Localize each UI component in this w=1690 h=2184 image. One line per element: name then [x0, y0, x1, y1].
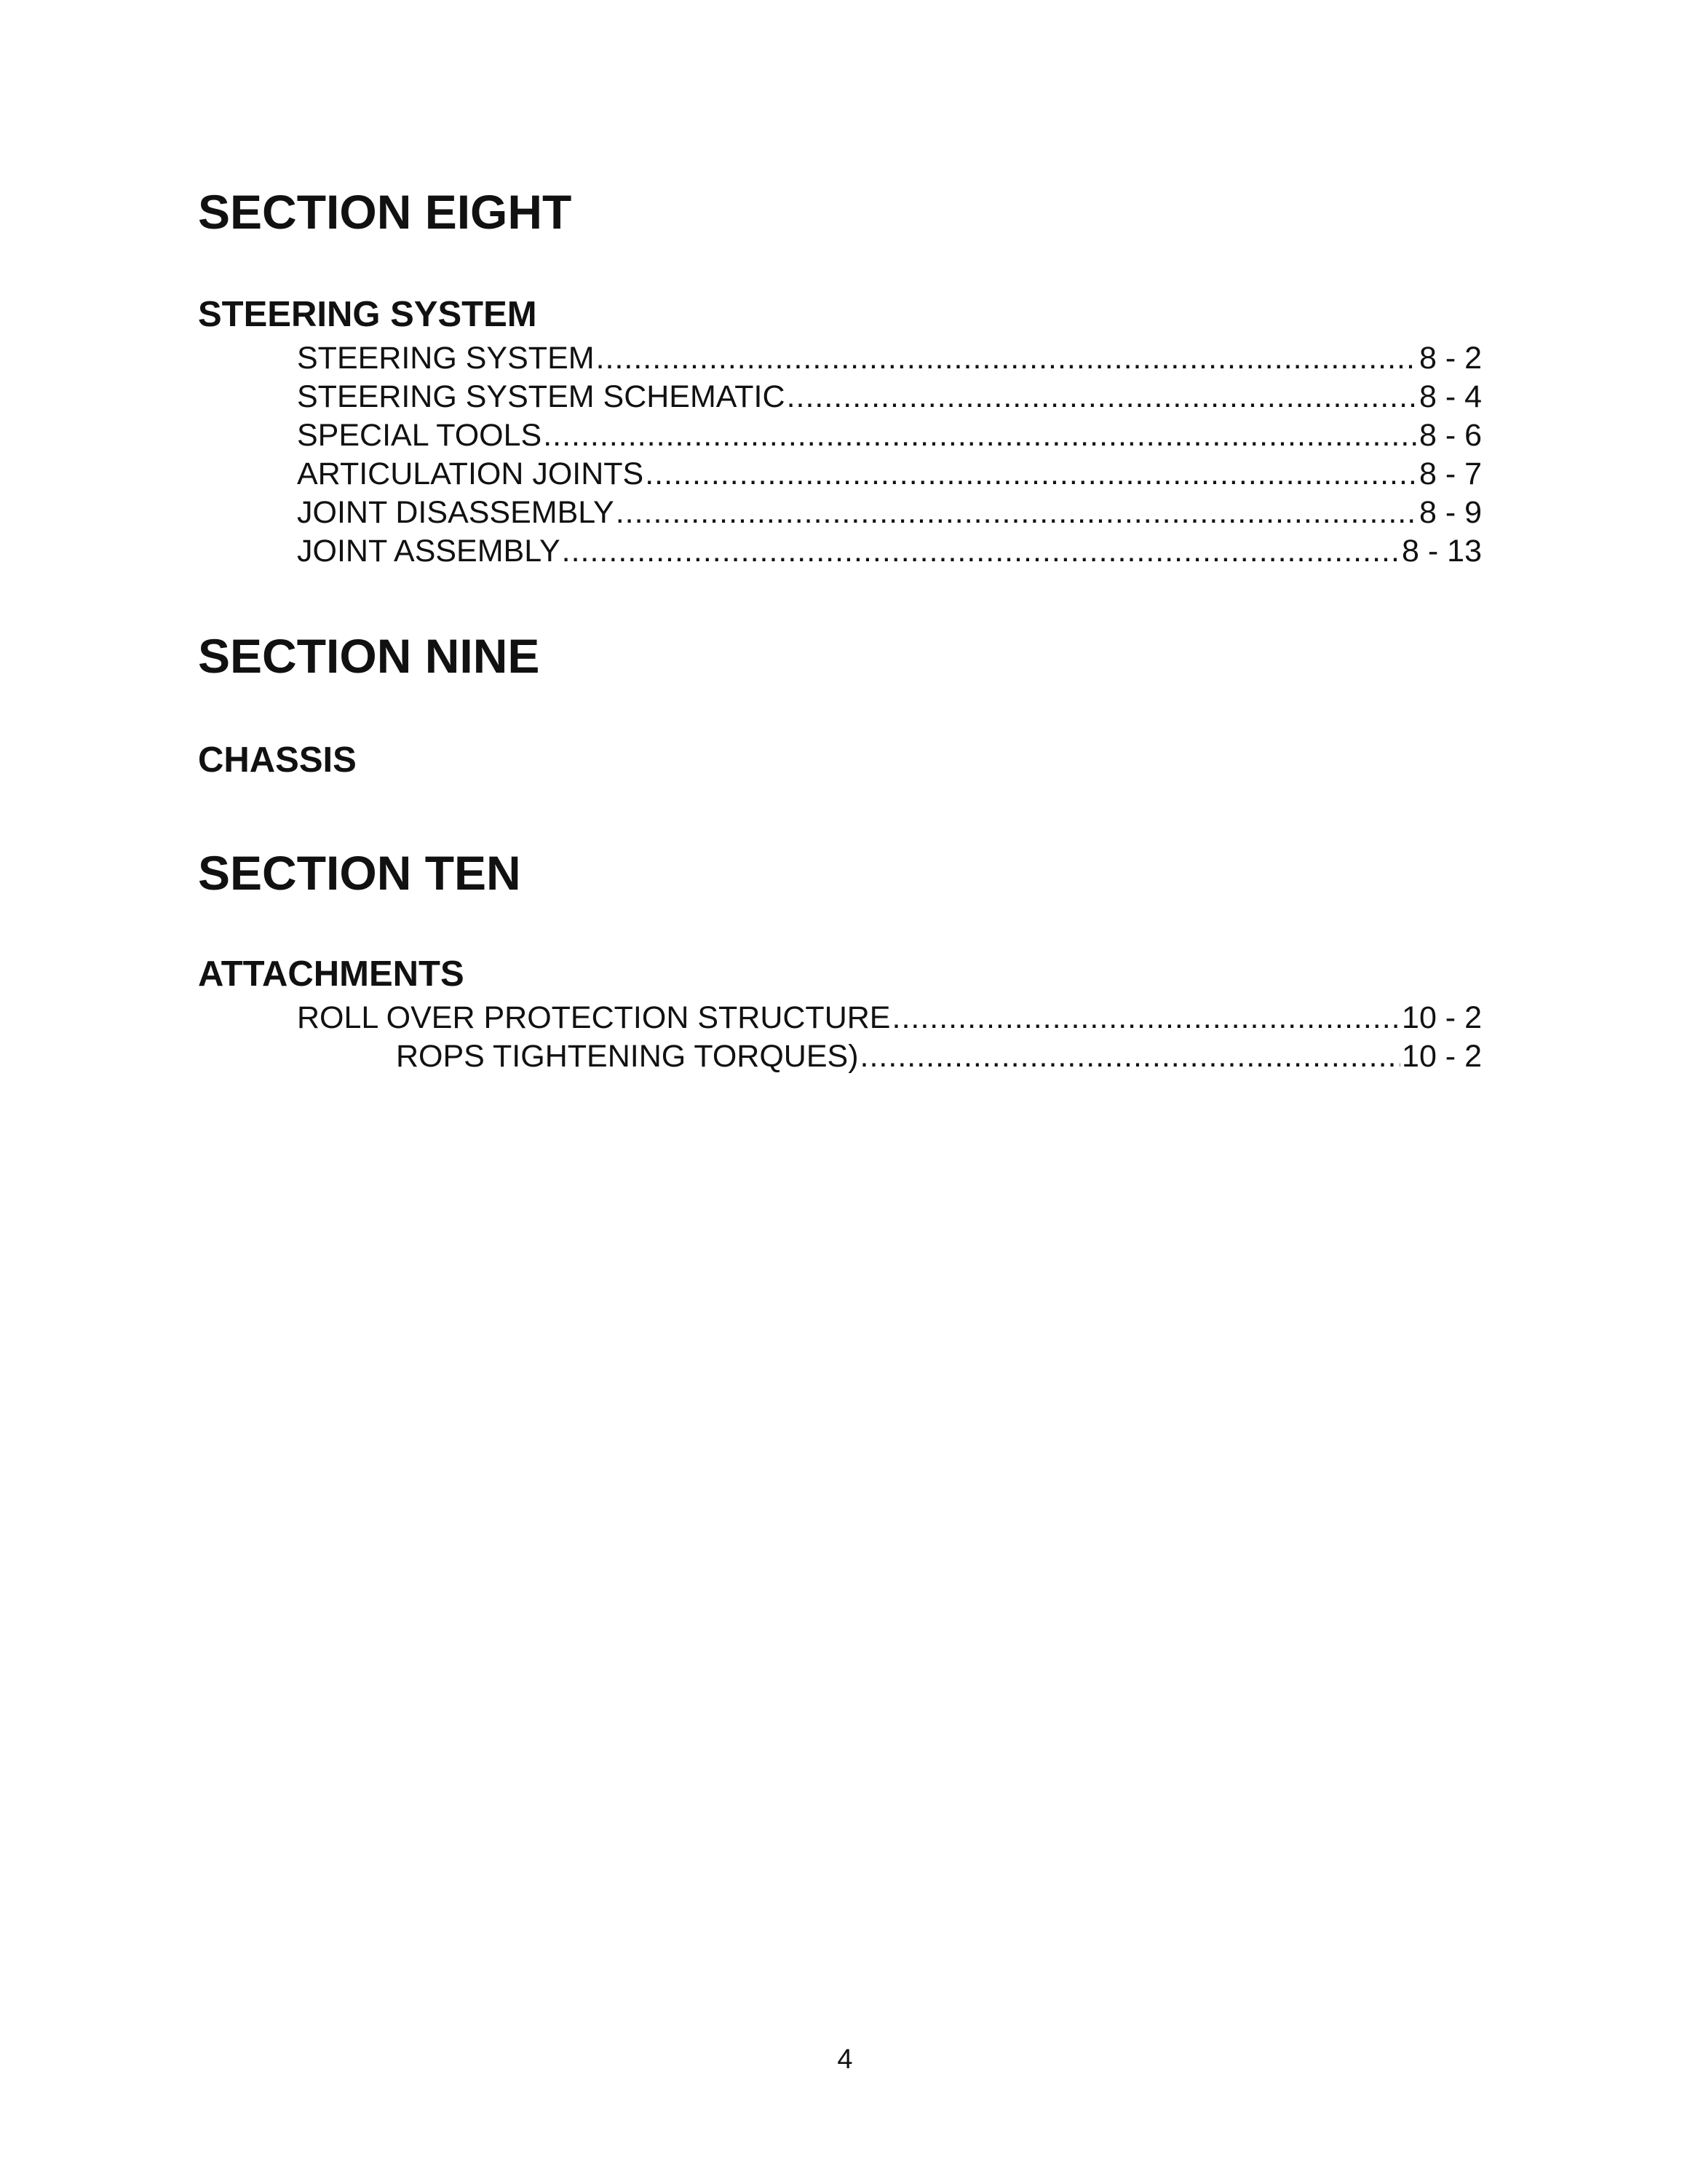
toc-dot-leader	[892, 999, 1401, 1037]
section-eight-title: SECTION EIGHT	[198, 185, 572, 239]
toc-entry-page: 8 - 13	[1402, 534, 1482, 569]
toc-dot-leader	[860, 1037, 1401, 1076]
toc-entry[interactable]	[297, 378, 1482, 416]
toc-entry-label: STEERING SYSTEM SCHEMATIC	[297, 379, 785, 414]
toc-entry-page: 10 - 2	[1402, 1039, 1482, 1074]
toc-entry[interactable]	[297, 494, 1482, 532]
toc-entry-label: ROPS TIGHTENING TORQUES)	[396, 1039, 859, 1074]
toc-dot-leader	[616, 494, 1418, 532]
toc-entry-page: 8 - 6	[1419, 418, 1482, 453]
toc-entry-page: 8 - 2	[1419, 341, 1482, 376]
toc-entry[interactable]	[297, 416, 1482, 455]
page-number: 4	[837, 2044, 853, 2075]
toc-dot-leader	[596, 339, 1418, 378]
toc-entry-label: ARTICULATION JOINTS	[297, 456, 644, 491]
toc-entry[interactable]	[297, 1037, 1482, 1076]
section-ten-title: SECTION TEN	[198, 846, 521, 900]
toc-entry[interactable]	[297, 339, 1482, 378]
attachments-heading: ATTACHMENTS	[198, 954, 464, 994]
toc-entry-label: SPECIAL TOOLS	[297, 418, 542, 453]
toc-dot-leader	[787, 378, 1418, 416]
toc-entry-label: JOINT ASSEMBLY	[297, 534, 560, 569]
toc-entry-page: 8 - 9	[1419, 495, 1482, 530]
steering-system-heading: STEERING SYSTEM	[198, 295, 537, 334]
toc-entry-label: ROLL OVER PROTECTION STRUCTURE	[297, 1000, 891, 1035]
toc-entry-page: 8 - 7	[1419, 456, 1482, 491]
section-nine-title: SECTION NINE	[198, 629, 540, 683]
toc-entry[interactable]	[297, 999, 1482, 1037]
toc-entry-label: STEERING SYSTEM	[297, 341, 595, 376]
attachments-toc	[297, 999, 1482, 1076]
toc-entry-label: JOINT DISASSEMBLY	[297, 495, 614, 530]
toc-dot-leader	[543, 416, 1418, 455]
chassis-heading: CHASSIS	[198, 740, 357, 780]
steering-system-toc	[297, 339, 1482, 571]
toc-entry[interactable]	[297, 532, 1482, 571]
toc-entry-page: 10 - 2	[1402, 1000, 1482, 1035]
toc-entry[interactable]	[297, 455, 1482, 494]
toc-dot-leader	[645, 455, 1418, 494]
toc-dot-leader	[562, 532, 1400, 571]
toc-entry-page: 8 - 4	[1419, 379, 1482, 414]
